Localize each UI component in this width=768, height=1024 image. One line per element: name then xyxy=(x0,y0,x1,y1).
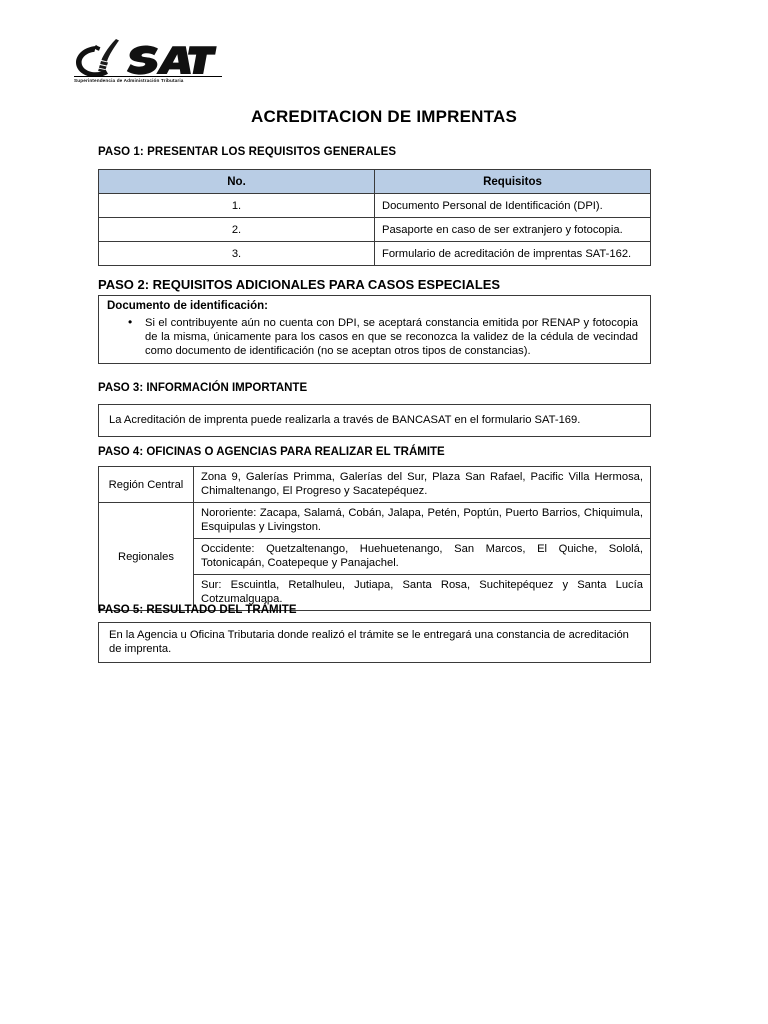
step-1-heading: PASO 1: PRESENTAR LOS REQUISITOS GENERALES xyxy=(98,146,397,158)
informacion-importante-text: La Acreditación de imprenta puede realizarla a través de BANCASAT en el formulario SAT-169. xyxy=(109,414,581,426)
resultado-tramite-box xyxy=(98,622,651,663)
cell-requisito: Formulario de acreditación de imprentas SAT-162. xyxy=(375,242,651,266)
sat-hand-quill-logo-icon xyxy=(72,38,224,78)
page-title: ACREDITACION DE IMPRENTAS xyxy=(251,107,517,126)
list-item: • Si el contribuyente aún no cuenta con DPI, se aceptará constancia emitida por RENAP y fotocopia de la misma, únicamente para los casos en que se reconozca la validez de la cédula de vecindad como documento de identificación (no se aceptan otros tipos de constancias). xyxy=(145,316,642,358)
oficinas-agencias-table xyxy=(98,466,651,611)
logo-divider xyxy=(74,76,222,77)
step-5-heading: PASO 5: RESULTADO DEL TRÁMITE xyxy=(98,604,297,616)
table-header-row xyxy=(99,170,651,194)
documento-identificacion-box xyxy=(98,295,651,364)
cell-no: 1. xyxy=(99,194,375,218)
step-2-heading: PASO 2: REQUISITOS ADICIONALES PARA CASOS ESPECIALES xyxy=(98,277,501,292)
column-header-no: No. xyxy=(99,170,375,194)
informacion-importante-box xyxy=(98,404,651,437)
cell-region-central-label: Región Central xyxy=(99,467,194,503)
table-row xyxy=(99,242,651,266)
column-header-requisitos: Requisitos xyxy=(375,170,651,194)
table-row xyxy=(99,218,651,242)
cell-nororiente-body: Nororiente: Zacapa, Salamá, Cobán, Jalapa, Petén, Poptún, Puerto Barrios, Chiquimula, Esquipulas y Livingston. xyxy=(194,503,651,539)
sat-logo xyxy=(72,38,224,88)
cell-no: 3. xyxy=(99,242,375,266)
resultado-tramite-text: En la Agencia u Oficina Tributaria donde realizó el trámite se le entregará una constancia de acreditación de imprenta. xyxy=(109,629,629,655)
step-3-heading: PASO 3: INFORMACIÓN IMPORTANTE xyxy=(98,382,308,394)
cell-sur-body: Sur: Escuintla, Retalhuleu, Jutiapa, Santa Rosa, Suchitepéquez y Santa Lucía Cotzumalguapa. xyxy=(194,575,651,611)
cell-no: 2. xyxy=(99,218,375,242)
documento-identificacion-bullets xyxy=(107,316,642,358)
cell-occidente-body: Occidente: Quetzaltenango, Huehuetenango, San Marcos, El Quiche, Sololá, Totonicapán, Coatepeque y Panajachel. xyxy=(194,539,651,575)
cell-regionales-label: Regionales xyxy=(99,503,194,611)
cell-requisito: Pasaporte en caso de ser extranjero y fotocopia. xyxy=(375,218,651,242)
table-row xyxy=(99,194,651,218)
step-4-heading: PASO 4: OFICINAS O AGENCIAS PARA REALIZAR EL TRÁMITE xyxy=(98,446,445,458)
box-title-documento-identificacion: Documento de identificación: xyxy=(107,300,269,312)
cell-requisito: Documento Personal de Identificación (DPI). xyxy=(375,194,651,218)
table-row xyxy=(99,467,651,503)
requisitos-table xyxy=(98,169,651,266)
logo-subtitle: Superintendencia de Administración Tributaria xyxy=(74,78,184,83)
cell-region-central-body: Zona 9, Galerías Primma, Galerías del Sur, Plaza San Rafael, Pacific Villa Hermosa, Chimaltenango, El Progreso y Sacatepéquez. xyxy=(194,467,651,503)
table-row xyxy=(99,503,651,539)
